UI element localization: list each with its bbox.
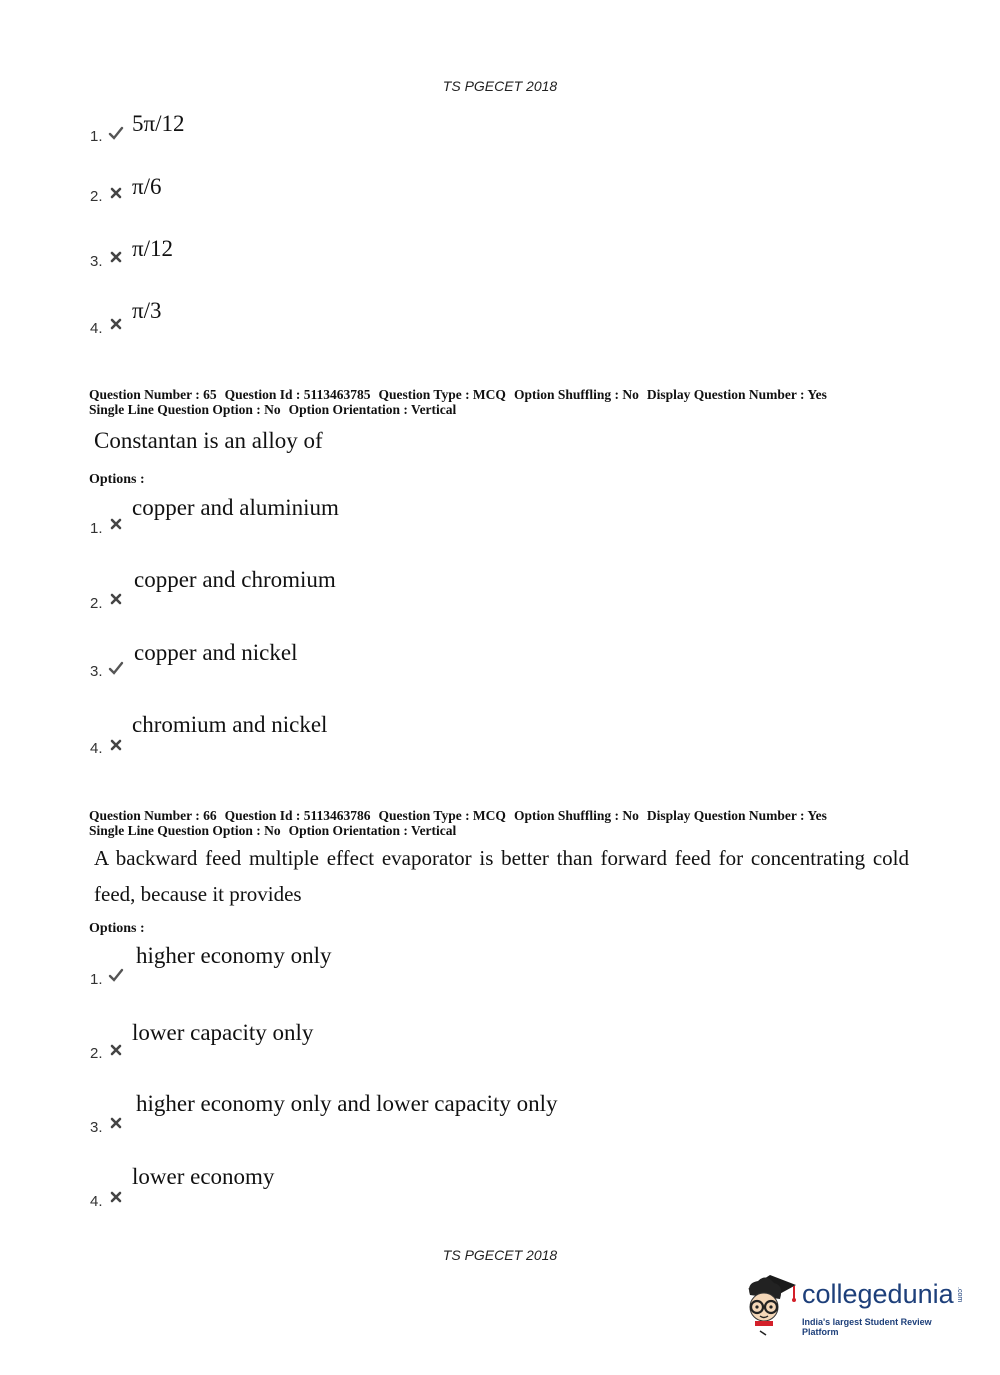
logo-suffix: .com <box>956 1287 963 1303</box>
q65-meta-line2 <box>89 402 919 417</box>
meta-question-type: Question Type : MCQ <box>378 808 506 823</box>
collegedunia-logo <box>740 1265 970 1340</box>
option-text: higher economy only <box>136 943 332 968</box>
meta-question-id: Question Id : 5113463786 <box>224 808 371 823</box>
option-text: π/6 <box>132 174 162 199</box>
q65-question-text: Constantan is an alloy of <box>94 428 323 453</box>
option-text: 5π/12 <box>132 111 185 136</box>
q66-meta <box>89 808 919 838</box>
option-number: 3. <box>90 1119 103 1136</box>
meta-option-shuffling: Option Shuffling : No <box>513 808 639 823</box>
cross-icon <box>108 249 124 265</box>
meta-single-line: Single Line Question Option : No <box>89 823 281 838</box>
page-footer: TS PGECET 2018 <box>442 1247 558 1263</box>
cross-icon <box>108 316 124 332</box>
cross-icon <box>108 1115 124 1131</box>
prev-option-4 <box>88 300 788 340</box>
meta-display-number: Display Question Number : Yes <box>646 808 827 823</box>
option-number: 2. <box>90 188 103 205</box>
option-text: copper and chromium <box>134 567 336 592</box>
option-text: higher economy only and lower capacity only <box>136 1091 558 1116</box>
cross-icon <box>108 737 124 753</box>
cross-icon <box>108 516 124 532</box>
q65-meta <box>89 387 919 417</box>
check-icon <box>108 967 124 983</box>
meta-option-shuffling: Option Shuffling : No <box>513 387 639 402</box>
option-text: lower economy <box>132 1164 275 1189</box>
q65-option-3 <box>88 640 788 680</box>
cross-icon <box>108 591 124 607</box>
q65-options-label: Options : <box>89 472 145 487</box>
cross-icon <box>108 1189 124 1205</box>
option-number: 3. <box>90 663 103 680</box>
option-number: 1. <box>90 520 103 537</box>
prev-option-1 <box>88 113 788 153</box>
q66-option-1 <box>88 943 788 988</box>
option-number: 3. <box>90 253 103 270</box>
check-icon <box>108 125 124 141</box>
prev-option-2 <box>88 176 788 216</box>
q66-option-3 <box>88 1091 788 1136</box>
option-number: 2. <box>90 595 103 612</box>
page-header: TS PGECET 2018 <box>442 78 558 94</box>
option-text: chromium and nickel <box>132 712 328 737</box>
meta-question-type: Question Type : MCQ <box>378 387 506 402</box>
meta-question-id: Question Id : 5113463785 <box>224 387 371 402</box>
check-icon <box>108 660 124 676</box>
q66-option-2 <box>88 1020 788 1060</box>
cross-icon <box>108 1042 124 1058</box>
q66-options-label: Options : <box>89 921 145 936</box>
mascot-icon <box>740 1269 800 1337</box>
q66-meta-line2 <box>89 823 919 838</box>
meta-question-number: Question Number : 66 <box>89 808 217 823</box>
option-text: π/12 <box>132 236 174 261</box>
meta-question-number: Question Number : 65 <box>89 387 217 402</box>
logo-tagline: India's largest Student Review Platform <box>802 1317 932 1337</box>
q65-option-2 <box>88 567 788 612</box>
q65-option-4 <box>88 712 788 757</box>
option-text: copper and aluminium <box>132 495 339 520</box>
option-number: 4. <box>90 320 103 337</box>
meta-orientation: Option Orientation : Vertical <box>288 402 457 417</box>
q65-option-1 <box>88 495 788 535</box>
option-text: lower capacity only <box>132 1020 314 1045</box>
prev-option-3 <box>88 238 788 278</box>
q66-question-text: A backward feed multiple effect evaporator is better than forward feed for concentrating cold feed, because it provides <box>94 846 909 906</box>
q66-meta-line1 <box>89 808 919 823</box>
option-text: copper and nickel <box>134 640 298 665</box>
option-number: 1. <box>90 971 103 988</box>
cross-icon <box>108 185 124 201</box>
meta-orientation: Option Orientation : Vertical <box>288 823 457 838</box>
option-number: 4. <box>90 1193 103 1210</box>
option-text: π/3 <box>132 298 162 323</box>
option-number: 1. <box>90 128 103 145</box>
logo-brand: collegedunia <box>802 1279 954 1309</box>
q65-meta-line1 <box>89 387 919 402</box>
meta-single-line: Single Line Question Option : No <box>89 402 281 417</box>
option-number: 4. <box>90 740 103 757</box>
q66-option-4 <box>88 1164 788 1210</box>
meta-display-number: Display Question Number : Yes <box>646 387 827 402</box>
option-number: 2. <box>90 1045 103 1062</box>
